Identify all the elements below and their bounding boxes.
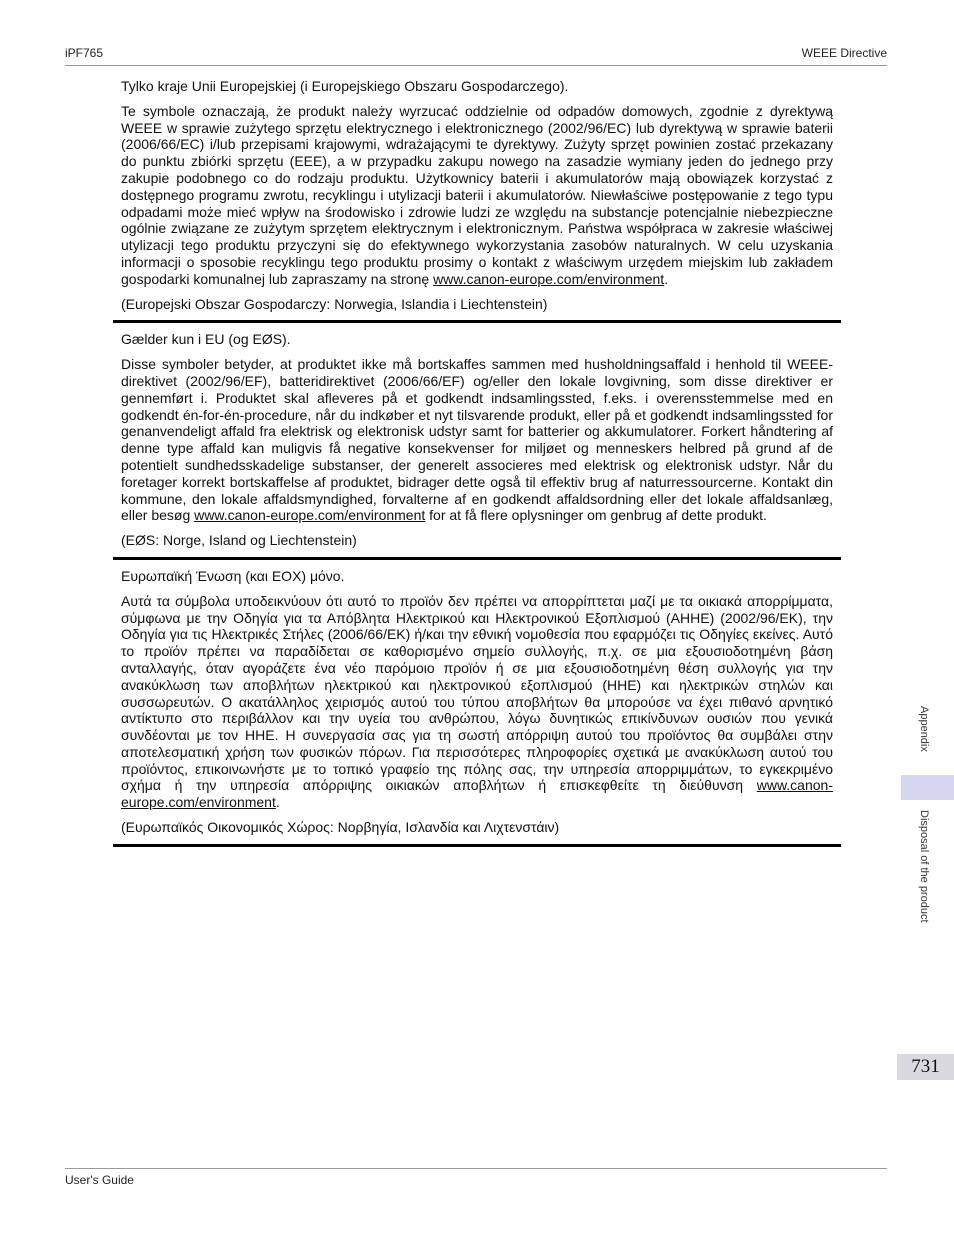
section-note: (Ευρωπαϊκός Οικονομικός Χώρος: Νορβηγία, Ισλανδία και Λιχτενστάιν)	[121, 819, 560, 836]
section-note: (EØS: Norge, Island og Liechtenstein)	[121, 532, 357, 549]
section-body	[121, 356, 833, 524]
section-divider	[113, 557, 841, 560]
section-danish	[113, 331, 841, 549]
section-divider	[113, 320, 841, 323]
body-text: Αυτά τα σύμβολα υποδεικνύουν ότι αυτό το προϊόν δεν πρέπει να απορρίπτεται μαζί με τα οικιακά απορρίμματα, σύμφωνα με την Οδηγία για τα Απόβλητα Ηλεκτρικού και Ηλεκτρονικού Εξοπλισμού (ΑΗΗΕ) (2002/96/ΕΚ), την Οδηγία για τις Ηλεκτρικές Στήλες (2006/66/ΕΚ) ή/και την εθνική νομοθεσία που εφαρμόζει τις Οδηγίες εκείνες. Αυτό το προϊόν πρέπει να παραδίδεται σε καθορισμένο σημείο συλλογής, π.χ. σε μια εξουσιοδοτημένη βάση ανταλλαγής, όταν αγοράζετε ένα νέο παρόμοιο προϊόν ή σε μια εξουσιοδοτημένη θέση συλλογής για την ανακύκλωση των αποβλήτων ηλεκτρικού και ηλεκτρονικού εξοπλισμού (ΗΗΕ) και ηλεκτρικών στηλών και συσσωρευτών. Ο ακατάλληλος χειρισμός αυτού του τύπου αποβλήτων θα μπορούσε να έχει πιθανό αρνητικό αντίκτυπο στο περιβάλλον και την υγεία του ανθρώπου, λόγω δυνητικώς επικίνδυνων ουσιών που γενικά συνδέονται με τον ΗΗΕ. Η συνεργασία σας για τη σωστή απόρριψη αυτού του προϊόντος θα συμβάλει στην αποτελεσματική χρήση των φυσικών πόρων. Για περισσότερες πληροφορίες σχετικά με ανακύκλωση αυτού του προϊόντος, επικοινωνήστε με το τοπικό γραφείο της πόλης σας, την υπηρεσία απορριμμάτων, το εγκεκριμένο σχήμα ή την υπηρεσία απόρριψης οικιακών αποβλήτων ή επισκεφθείτε τη διεύθυνση	[121, 592, 833, 794]
body-text-after: for at få flere oplysninger om genbrug af dette produkt.	[425, 507, 767, 524]
section-heading: Tylko kraje Unii Europejskiej (i Europejskiego Obszaru Gospodarczego).	[121, 78, 569, 94]
environment-link[interactable]: www.canon-europe.com/environment	[121, 777, 833, 811]
side-tab-appendix[interactable]: Appendix	[918, 706, 930, 752]
section-body	[121, 103, 833, 288]
header-section-title: WEEE Directive	[801, 46, 887, 60]
header-divider	[65, 65, 887, 66]
main-content	[113, 78, 841, 855]
section-heading: Gælder kun i EU (og EØS).	[121, 331, 291, 348]
section-heading: Ευρωπαϊκή Ένωση (και ΕΟΧ) μόνο.	[121, 567, 345, 584]
body-text-after: .	[275, 794, 280, 811]
body-text: Disse symboler betyder, at produktet ikke må bortskaffes sammen med husholdningsaffald i henhold til WEEE-direktivet (2002/96/EF), batteridirektivet (2006/66/EF) og/eller den lokale lovgivning, som disse direktiver er gennemført i. Produktet skal afleveres på et godkendt indsamlingssted, f.eks. i overensstemmelse med en godkendt én-for-én-procedure, når du indkøber et nyt tilsvarende produkt, eller på et godkendt indsamlingssted for genanvendeligt affald fra elektrisk og elektronisk udstyr samt for batterier og akkumulatorer. Forkert håndtering af denne type affald kan muligvis få negative konsekvenser for miljøet og menneskers helbred på grund af de potentielt sundhedsskadelige substanser, der generelt associeres med elektrisk og elektronisk udstyr. Når du foretager korrekt bortskaffelse af produktet, bidrager dette også til effektiv brug af naturressourcerne. Kontakt din kommune, den lokale affaldsmyndighed, forvalterne af en godkendt affaldsordning eller det lokale affaldsanlæg, eller besøg	[121, 356, 833, 524]
page-number: 731	[897, 1054, 954, 1080]
section-note: (Europejski Obszar Gospodarczy: Norwegia, Islandia i Liechtenstein)	[121, 295, 548, 312]
side-tab-disposal[interactable]: Disposal of the product	[918, 810, 930, 923]
section-polish	[113, 78, 841, 312]
body-text: Te symbole oznaczają, że produkt należy wyrzucać oddzielnie od odpadów domowych, zgodnie z dyrektywą WEEE w sprawie zużytego sprzętu elektrycznego i elektronicznego (2002/96/EC) lub dyrektywą w sprawie baterii (2006/66/EC) i/lub przepisami krajowymi, wdrażającymi te dyrektywy. Zużyty sprzęt powinien zostać przekazany do punktu zbiórki sprzętu (EEE), a w przypadku zakupu nowego na zasadzie wymiany jeden do jednego przy zakupie podobnego co do rodzaju produktu. Użytkownicy baterii i akumulatorów mają obowiązek korzystać z dostępnego programu zwrotu, recyklingu i utylizacji baterii i akumulatorów. Niewłaściwe postępowanie z tego typu odpadami może mieć wpływ na środowisko i zdrowie ludzi ze względu na substancje potencjalnie niebezpieczne ogólnie związane ze zużytym sprzętem elektrycznym i elektronicznym. Państwa współpraca w zakresie właściwej utylizacji tego produktu przyczyni się do efektywnego wykorzystania zasobów naturalnych. W celu uzyskania informacji o sposobie recyklingu tego produktu prosimy o kontakt z właściwym urzędem miejskim lub zakładem gospodarki komunalnej lub zapraszamy na stronę	[121, 102, 833, 287]
environment-link[interactable]: www.canon-europe.com/environment	[433, 270, 665, 287]
header-model: iPF765	[65, 46, 104, 60]
side-tab-marker	[901, 775, 954, 800]
section-greek	[113, 568, 841, 836]
environment-link[interactable]: www.canon-europe.com/environment	[194, 507, 426, 524]
footer-divider	[65, 1168, 887, 1169]
section-body	[121, 593, 833, 811]
body-text-after: .	[664, 270, 669, 287]
section-divider	[113, 844, 841, 847]
footer-guide-title: User's Guide	[65, 1173, 134, 1187]
